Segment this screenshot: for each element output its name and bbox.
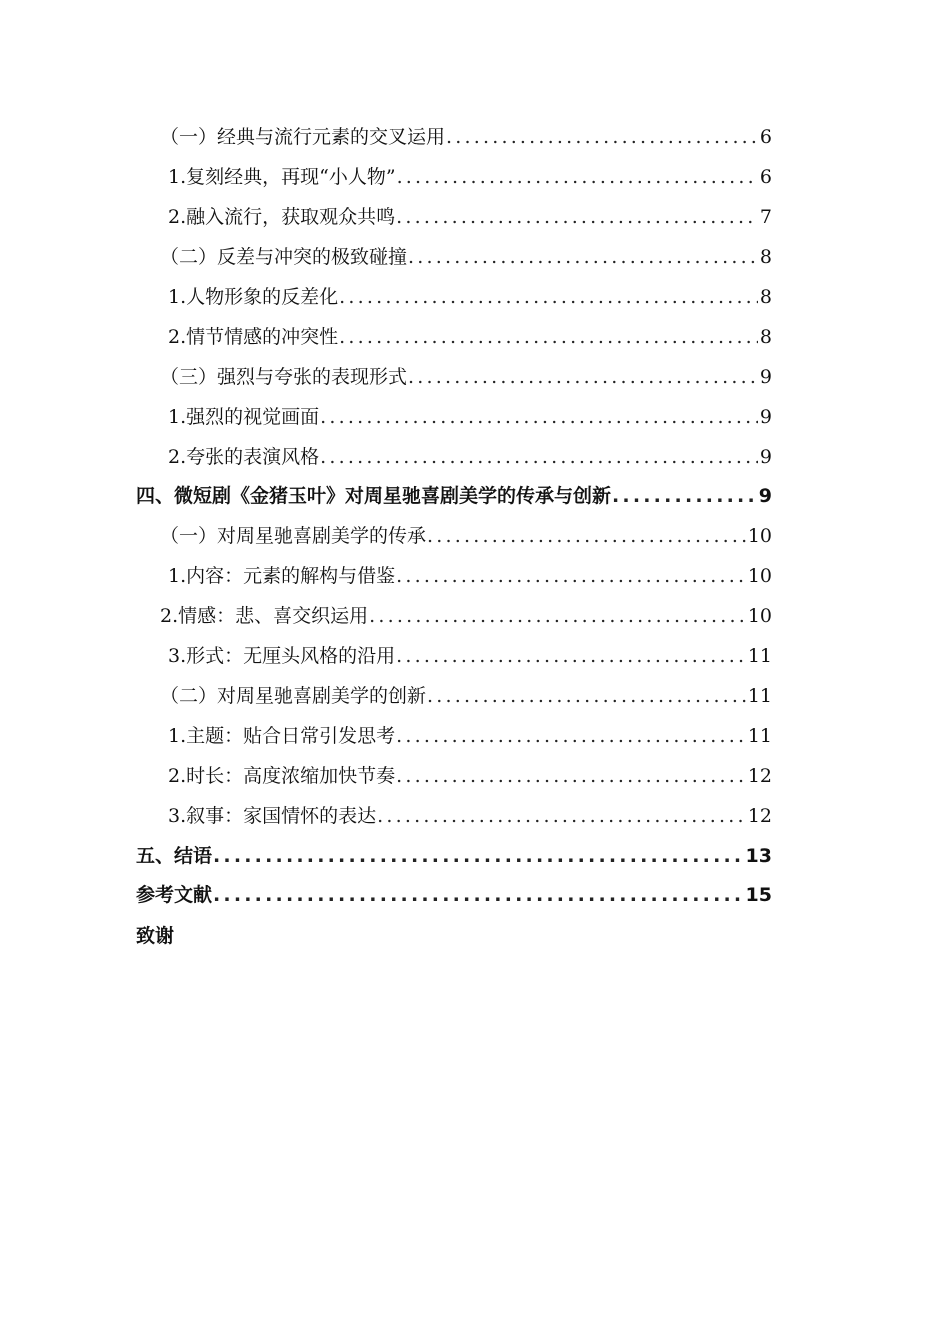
toc-entry-title: （一）对周星驰喜剧美学的传承 xyxy=(160,525,427,547)
toc-entry-title: 2.夸张的表演风格 xyxy=(168,446,320,468)
toc-entry[interactable] xyxy=(136,481,772,511)
toc-entry-page: 11 xyxy=(747,645,772,667)
toc-entry-page: 9 xyxy=(759,446,772,468)
toc-entry-title: 1.强烈的视觉画面 xyxy=(168,406,320,428)
toc-entry[interactable] xyxy=(168,442,772,472)
toc-entry-title: 2.融入流行，获取观众共鸣 xyxy=(168,206,396,228)
toc-entry[interactable] xyxy=(160,242,772,272)
toc-entry[interactable] xyxy=(136,921,174,951)
toc-entry-page: 10 xyxy=(747,565,772,587)
toc-dot-leader xyxy=(397,162,758,192)
toc-entry-page: 9 xyxy=(759,406,772,428)
toc-entry-title: 3.形式：无厘头风格的沿用 xyxy=(168,645,396,667)
toc-entry-page: 6 xyxy=(759,126,772,148)
toc-dot-leader xyxy=(339,322,758,352)
toc-dot-leader xyxy=(213,880,744,910)
toc-entry[interactable] xyxy=(160,681,772,711)
toc-entry[interactable] xyxy=(168,641,772,671)
toc-entry-page: 11 xyxy=(747,725,772,747)
toc-dot-leader xyxy=(320,402,758,432)
toc-dot-leader xyxy=(408,362,758,392)
toc-entry-page: 8 xyxy=(759,326,772,348)
toc-dot-leader xyxy=(396,202,758,232)
toc-entry-page: 11 xyxy=(747,685,772,707)
toc-dot-leader xyxy=(377,801,746,831)
toc-entry-title: 1.主题：贴合日常引发思考 xyxy=(168,725,396,747)
toc-entry-title: （三）强烈与夸张的表现形式 xyxy=(160,366,408,388)
toc-entry-title: （二）反差与冲突的极致碰撞 xyxy=(160,246,408,268)
toc-dot-leader xyxy=(408,242,758,272)
toc-entry-title: 1.人物形象的反差化 xyxy=(168,286,339,308)
toc-entry-page: 8 xyxy=(759,286,772,308)
toc-entry-page: 8 xyxy=(759,246,772,268)
toc-entry-title: （二）对周星驰喜剧美学的创新 xyxy=(160,685,427,707)
toc-entry[interactable] xyxy=(168,402,772,432)
toc-entry[interactable] xyxy=(168,721,772,751)
toc-entry-page: 15 xyxy=(745,884,772,906)
toc-dot-leader xyxy=(396,721,746,751)
toc-entry-title: 五、结语 xyxy=(136,845,213,867)
toc-entry[interactable] xyxy=(160,362,772,392)
toc-entry-title: 1.内容：元素的解构与借鉴 xyxy=(168,565,396,587)
toc-entry-page: 6 xyxy=(759,166,772,188)
toc-dot-leader xyxy=(427,681,746,711)
toc-entry-page: 10 xyxy=(747,525,772,547)
toc-entry[interactable] xyxy=(136,841,772,871)
toc-entry[interactable] xyxy=(168,561,772,591)
toc-entry-page: 12 xyxy=(747,765,772,787)
toc-entry-page: 7 xyxy=(759,206,772,228)
toc-dot-leader xyxy=(369,601,746,631)
toc-entry[interactable] xyxy=(168,162,772,192)
toc-entry-title: 3.叙事：家国情怀的表达 xyxy=(168,805,377,827)
toc-entry-page: 13 xyxy=(745,845,772,867)
toc-entry-title: 2.情节情感的冲突性 xyxy=(168,326,339,348)
toc-entry-title: 2.时长：高度浓缩加快节奏 xyxy=(168,765,396,787)
toc-entry-title: （一）经典与流行元素的交叉运用 xyxy=(160,126,446,148)
toc-dot-leader xyxy=(396,561,746,591)
toc-entry-title: 1.复刻经典，再现“小人物” xyxy=(168,166,396,188)
toc-entry[interactable] xyxy=(160,601,772,631)
toc-entry[interactable] xyxy=(136,880,772,910)
toc-entry[interactable] xyxy=(160,521,772,551)
toc-dot-leader xyxy=(427,521,746,551)
toc-entry-title: 四、微短剧《金猪玉叶》对周星驰喜剧美学的传承与创新 xyxy=(136,485,612,507)
toc-entry-page: 10 xyxy=(747,605,772,627)
toc-dot-leader xyxy=(396,761,746,791)
toc-dot-leader xyxy=(612,481,757,511)
toc-entry-page: 9 xyxy=(759,366,772,388)
toc-entry-page: 9 xyxy=(758,485,772,507)
toc-entry[interactable] xyxy=(168,322,772,352)
toc-entry-title: 参考文献 xyxy=(136,884,213,906)
toc-dot-leader xyxy=(213,841,744,871)
toc-entry[interactable] xyxy=(168,282,772,312)
toc-entry-title: 2.情感：悲、喜交织运用 xyxy=(160,605,369,627)
toc-entry[interactable] xyxy=(160,122,772,152)
toc-entry-page: 12 xyxy=(747,805,772,827)
toc-entry[interactable] xyxy=(168,801,772,831)
toc-dot-leader xyxy=(339,282,758,312)
toc-dot-leader xyxy=(396,641,746,671)
toc-entry[interactable] xyxy=(168,202,772,232)
toc-entry-title: 致谢 xyxy=(136,925,175,947)
toc-dot-leader xyxy=(320,442,758,472)
toc-dot-leader xyxy=(446,122,758,152)
toc-entry[interactable] xyxy=(168,761,772,791)
